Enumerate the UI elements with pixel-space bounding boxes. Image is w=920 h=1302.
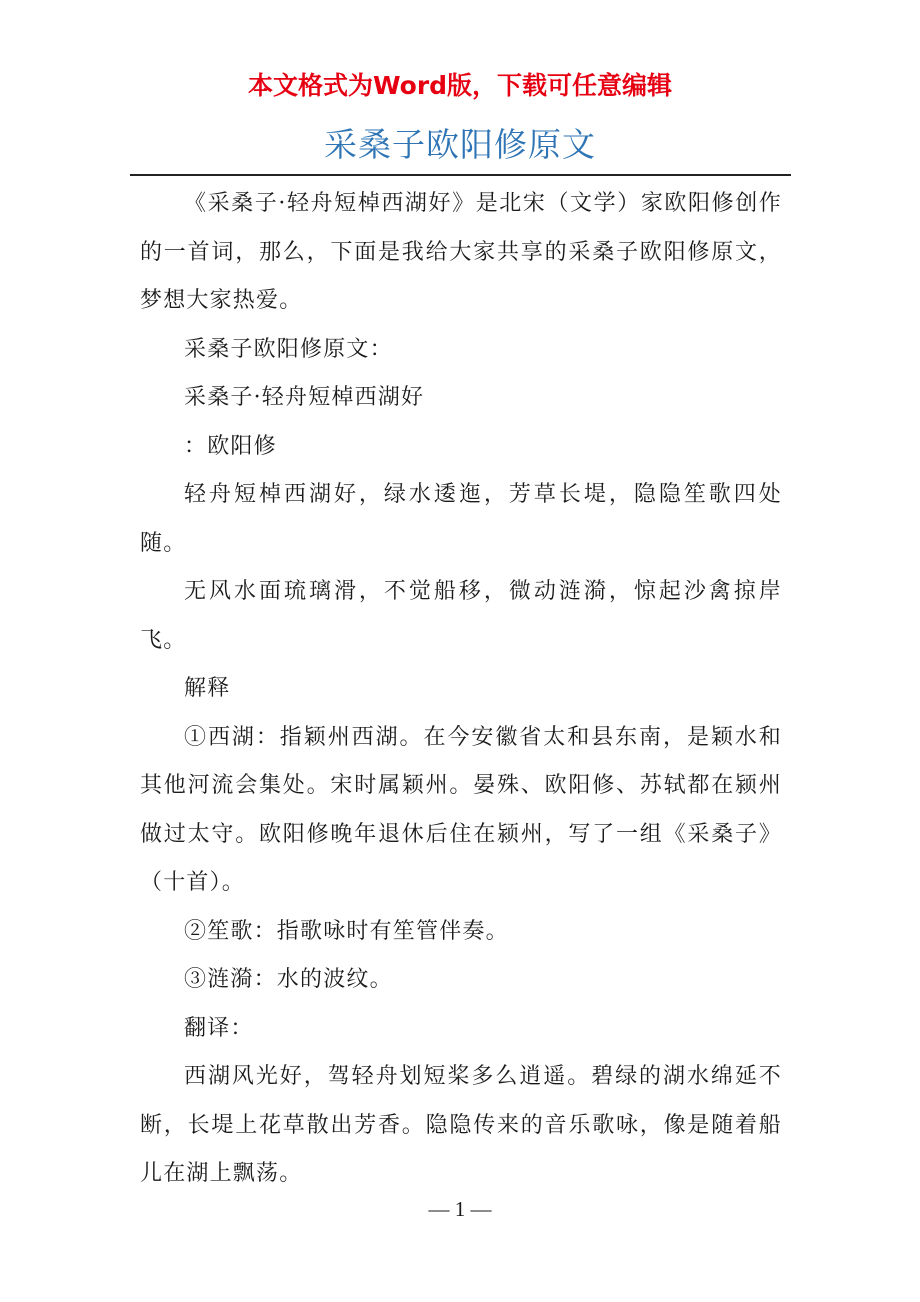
format-notice-banner: 本文格式为Word版，下载可任意编辑 xyxy=(247,71,673,100)
title-divider xyxy=(130,174,791,176)
paragraph-note-3: ③涟漪：水的波纹。 xyxy=(184,967,393,992)
paragraph-original-heading: 采桑子欧阳修原文： xyxy=(184,336,393,362)
paragraph-poem-line-1: 轻舟短棹西湖好，绿水逶迤，芳草长堤，隐隐笙歌四处随。 xyxy=(140,482,782,556)
paragraph-poem-line-2: 无风水面琉璃滑，不觉船移，微动涟漪，惊起沙禽掠岸飞。 xyxy=(140,579,782,653)
document-title: 采桑子欧阳修原文 xyxy=(324,125,596,164)
paragraph-translation-heading: 翻译： xyxy=(184,1015,254,1041)
paragraph-poem-title: 采桑子·轻舟短棹西湖好 xyxy=(184,385,425,410)
paragraph-notes-heading: 解释 xyxy=(184,676,231,701)
paragraph-poem-author: ：欧阳修 xyxy=(184,433,277,459)
paragraph-intro: 《采桑子·轻舟短棹西湖好》是北宋（文学）家欧阳修创作的一首词，那么，下面是我给大家共享的采桑子欧阳修原文，梦想大家热爱。 xyxy=(140,191,782,313)
document-body xyxy=(140,180,782,1199)
paragraph-note-1: ①西湖：指颖州西湖。在今安徽省太和县东南，是颖水和其他河流会集处。宋时属颖州。晏殊、欧阳修、苏轼都在颍州做过太守。欧阳修晚年退休后住在颍州，写了一组《采桑子》（十首）。 xyxy=(140,724,782,895)
page-number: — 1 — xyxy=(428,1197,492,1221)
paragraph-note-2: ②笙歌：指歌咏时有笙管伴奏。 xyxy=(184,918,509,944)
paragraph-translation: 西湖风光好，驾轻舟划短桨多么逍遥。碧绿的湖水绵延不断，长堤上花草散出芳香。隐隐传来的音乐歌咏，像是随着船儿在湖上飘荡。 xyxy=(140,1064,782,1186)
